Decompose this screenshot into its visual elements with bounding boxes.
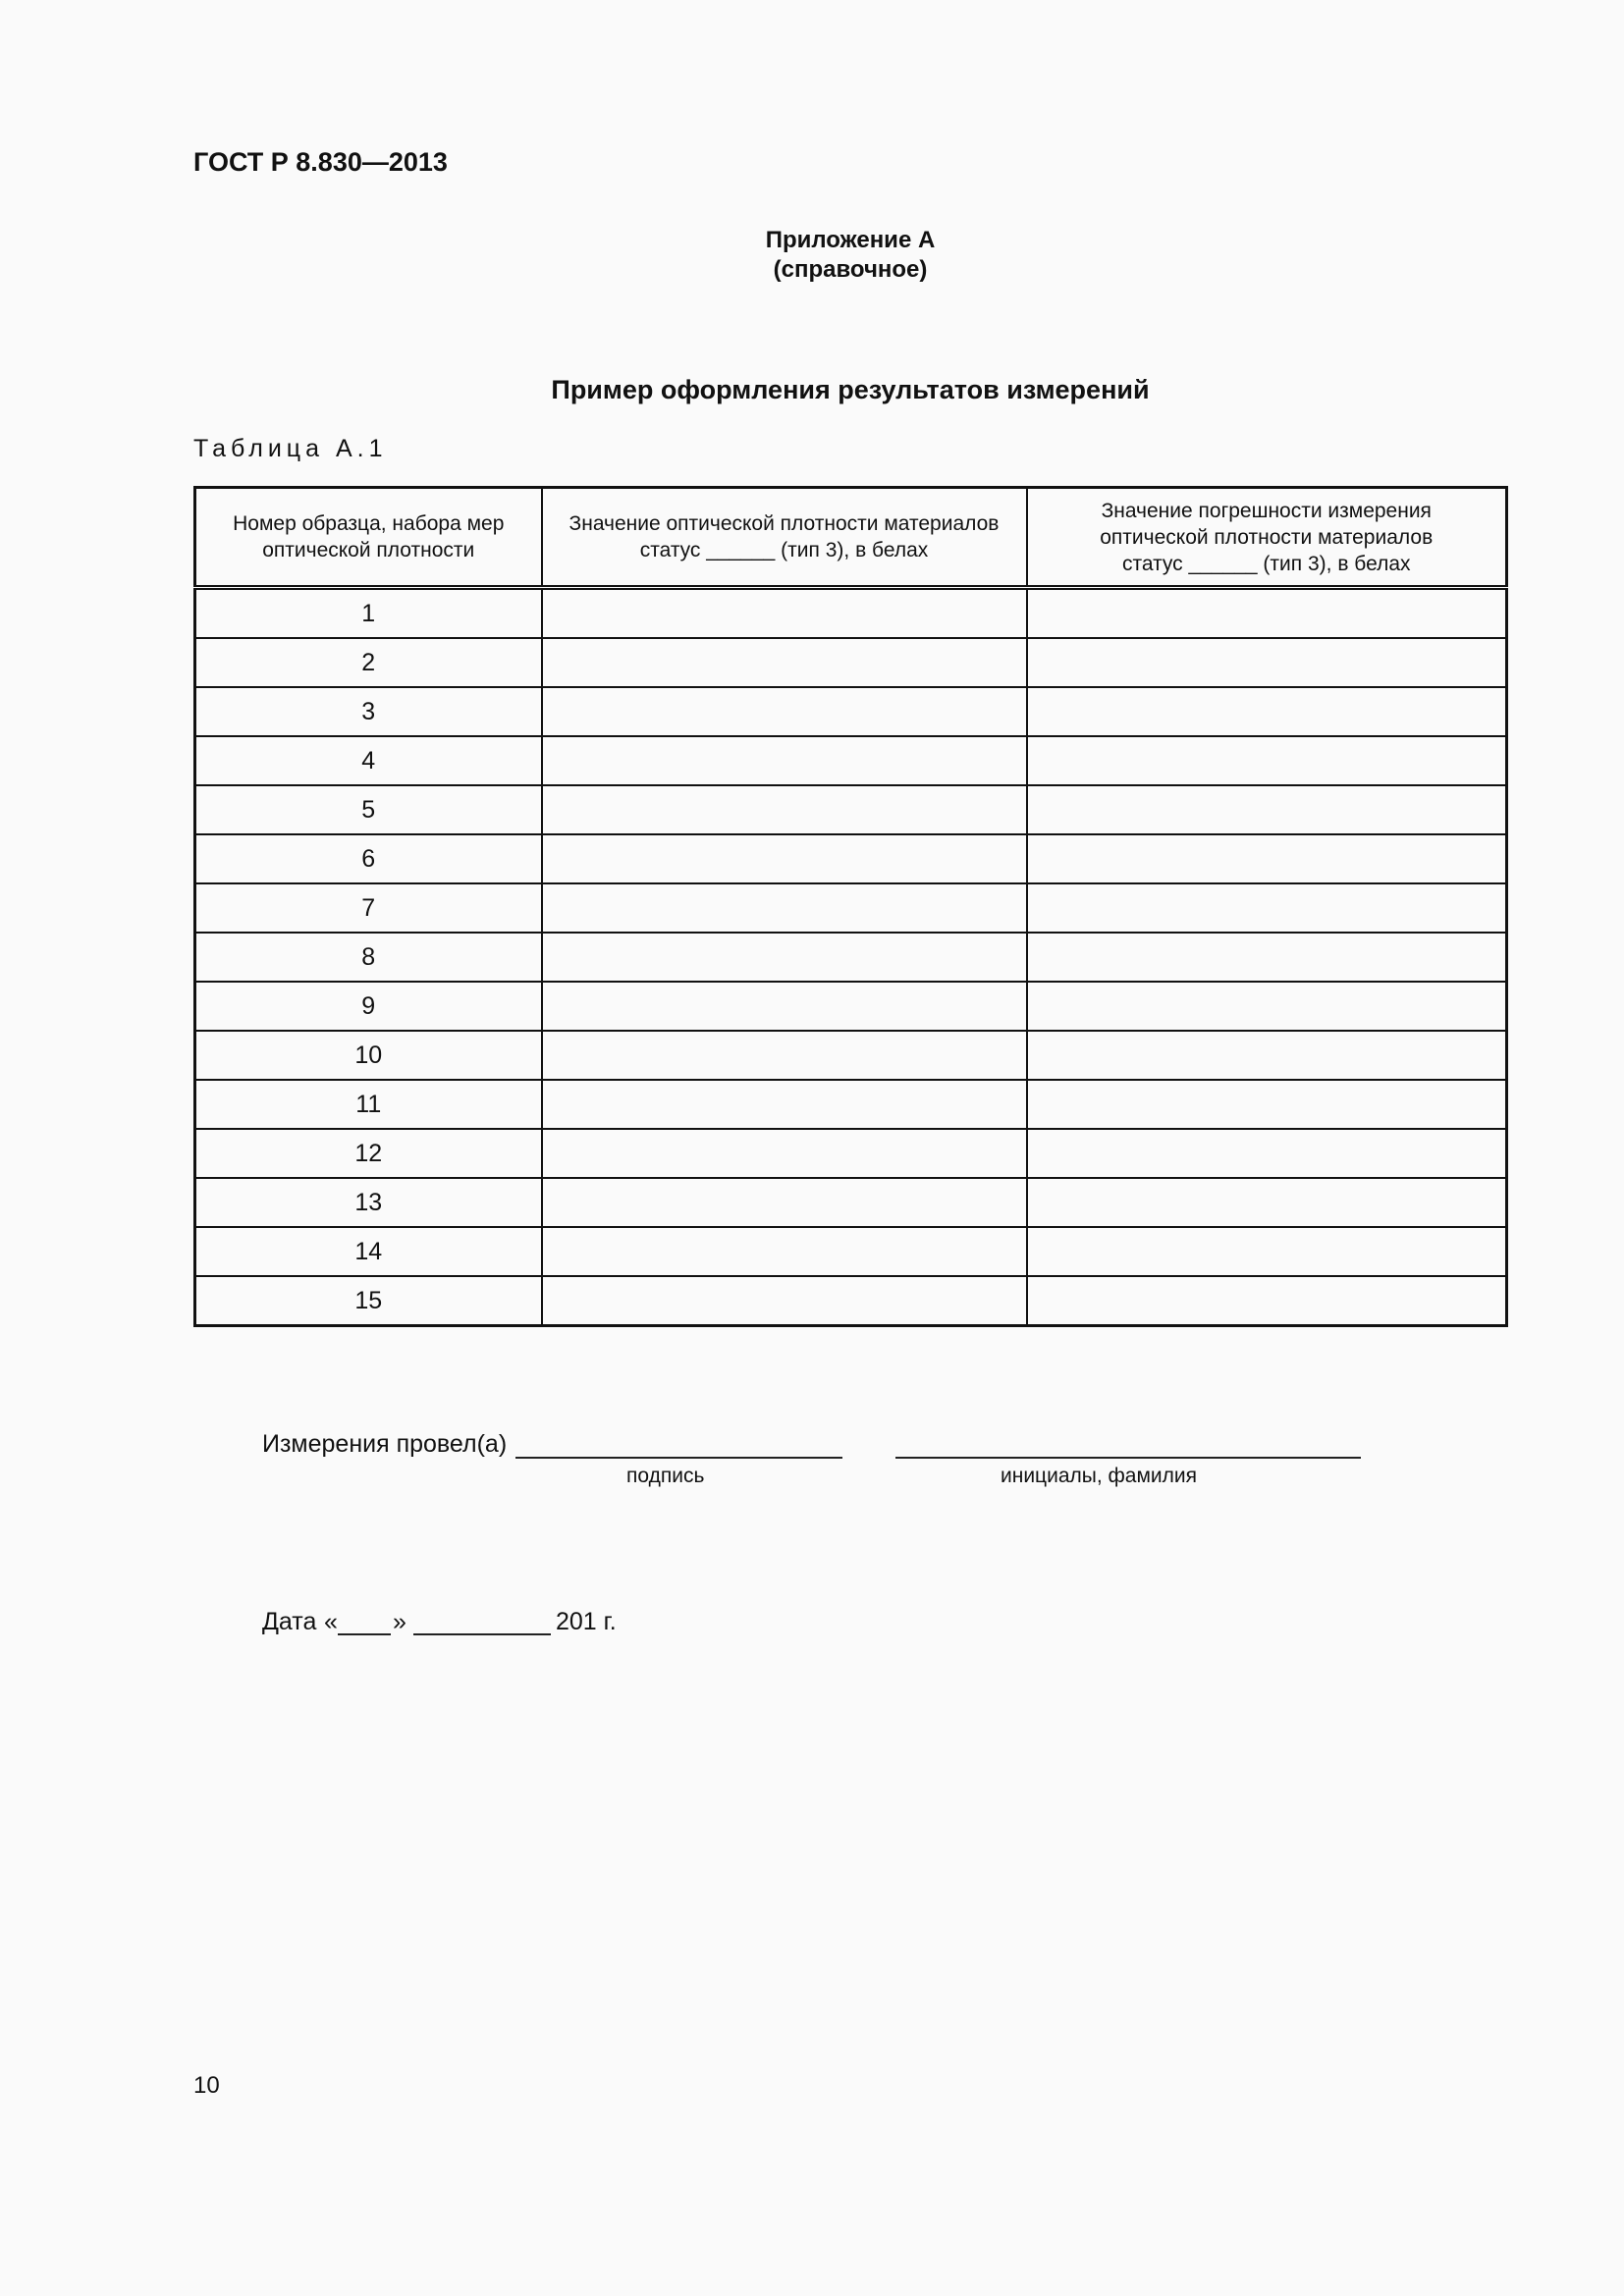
- sample-number-cell: 11: [195, 1080, 542, 1129]
- measurement-error-cell[interactable]: [1027, 785, 1507, 834]
- optical-density-cell[interactable]: [542, 1129, 1027, 1178]
- table-row: [195, 933, 1507, 982]
- table-row: [195, 1080, 1507, 1129]
- optical-density-cell[interactable]: [542, 1031, 1027, 1080]
- sample-number-cell: 12: [195, 1129, 542, 1178]
- appendix-name: Приложение А: [765, 227, 936, 253]
- measurement-error-cell[interactable]: [1027, 883, 1507, 933]
- optical-density-cell[interactable]: [542, 933, 1027, 982]
- sample-number-cell: 2: [195, 638, 542, 687]
- signature-line: [515, 1457, 842, 1459]
- table-header-row: [195, 488, 1507, 588]
- table-row: [195, 638, 1507, 687]
- sample-number-cell: 6: [195, 834, 542, 883]
- measurement-error-cell[interactable]: [1027, 736, 1507, 785]
- name-line: [895, 1457, 1361, 1459]
- optical-density-cell[interactable]: [542, 1276, 1027, 1326]
- section-title: Пример оформления результатов измерений: [551, 375, 1150, 404]
- optical-density-cell[interactable]: [542, 1080, 1027, 1129]
- measurement-error-cell[interactable]: [1027, 1276, 1507, 1326]
- page-number: 10: [193, 2072, 220, 2099]
- sample-number-cell: 13: [195, 1178, 542, 1227]
- optical-density-cell[interactable]: [542, 687, 1027, 736]
- sample-number-cell: 1: [195, 588, 542, 639]
- optical-density-cell[interactable]: [542, 1227, 1027, 1276]
- optical-density-cell[interactable]: [542, 834, 1027, 883]
- sample-number-cell: 3: [195, 687, 542, 736]
- date-open-quote: «: [324, 1608, 338, 1635]
- table-row: [195, 736, 1507, 785]
- date-year: 201 г.: [556, 1608, 617, 1635]
- table-row: [195, 1129, 1507, 1178]
- sample-number-cell: 5: [195, 785, 542, 834]
- sample-number-cell: 14: [195, 1227, 542, 1276]
- measurement-error-cell[interactable]: [1027, 638, 1507, 687]
- column-header-measurement-error: Значение погрешности измерения оптической плотности материалов статус ______ (тип 3), в белах: [1027, 488, 1507, 588]
- column-header-optical-density: Значение оптической плотности материалов статус ______ (тип 3), в белах: [542, 488, 1027, 588]
- table-row: [195, 1178, 1507, 1227]
- date-close-quote: »: [393, 1608, 406, 1635]
- sample-number-cell: 7: [195, 883, 542, 933]
- measurement-error-cell[interactable]: [1027, 1080, 1507, 1129]
- measurement-error-cell[interactable]: [1027, 982, 1507, 1031]
- measurement-error-cell[interactable]: [1027, 687, 1507, 736]
- sample-number-cell: 9: [195, 982, 542, 1031]
- appendix-type: (справочное): [773, 256, 928, 283]
- date-label: Дата: [262, 1608, 317, 1635]
- table-row: [195, 1227, 1507, 1276]
- date-month-line: [413, 1633, 551, 1635]
- sample-number-cell: 15: [195, 1276, 542, 1326]
- table-caption: Таблица А.1: [193, 435, 388, 462]
- signature-label: Измерения провел(а): [262, 1430, 508, 1458]
- measurement-error-cell[interactable]: [1027, 1227, 1507, 1276]
- table-row: [195, 982, 1507, 1031]
- table-row: [195, 834, 1507, 883]
- measurement-table: [193, 486, 1508, 1327]
- document-header: ГОСТ Р 8.830—2013: [193, 147, 448, 177]
- measurement-error-cell[interactable]: [1027, 933, 1507, 982]
- optical-density-cell[interactable]: [542, 785, 1027, 834]
- signature-caption: подпись: [626, 1465, 705, 1487]
- optical-density-cell[interactable]: [542, 736, 1027, 785]
- measurement-error-cell[interactable]: [1027, 588, 1507, 639]
- sample-number-cell: 10: [195, 1031, 542, 1080]
- optical-density-cell[interactable]: [542, 883, 1027, 933]
- measurement-error-cell[interactable]: [1027, 1129, 1507, 1178]
- table-row: [195, 1276, 1507, 1326]
- table-row: [195, 883, 1507, 933]
- table-row: [195, 1031, 1507, 1080]
- measurement-error-cell[interactable]: [1027, 834, 1507, 883]
- optical-density-cell[interactable]: [542, 638, 1027, 687]
- measurement-error-cell[interactable]: [1027, 1178, 1507, 1227]
- sample-number-cell: 4: [195, 736, 542, 785]
- measurement-error-cell[interactable]: [1027, 1031, 1507, 1080]
- name-caption: инициалы, фамилия: [1001, 1465, 1197, 1487]
- optical-density-cell[interactable]: [542, 1178, 1027, 1227]
- column-header-sample-number: Номер образца, набора мер оптической плотности: [195, 488, 542, 588]
- optical-density-cell[interactable]: [542, 588, 1027, 639]
- optical-density-cell[interactable]: [542, 982, 1027, 1031]
- date-day-line: [338, 1633, 391, 1635]
- table-row: [195, 687, 1507, 736]
- sample-number-cell: 8: [195, 933, 542, 982]
- table-row: [195, 588, 1507, 639]
- table-row: [195, 785, 1507, 834]
